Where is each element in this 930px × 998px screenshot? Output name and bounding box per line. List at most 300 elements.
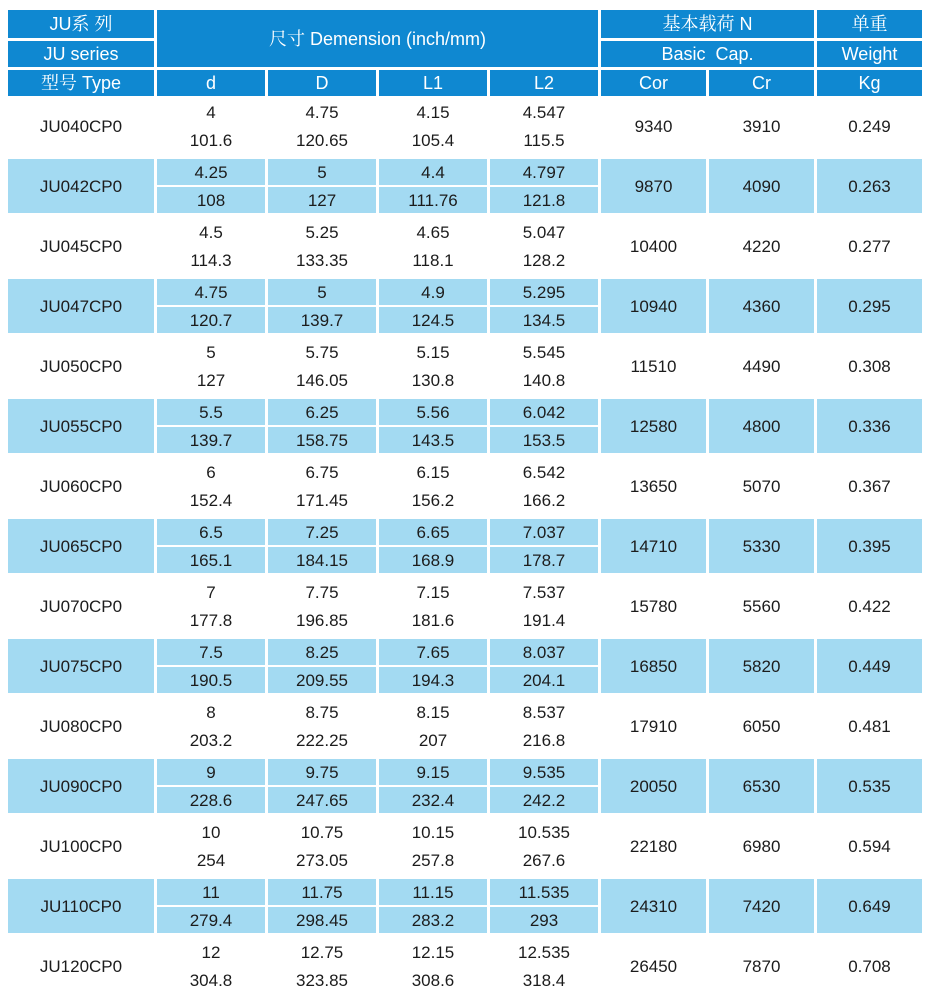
- L1-mm-value: 143.5: [411, 430, 455, 450]
- d-inch-box: [157, 279, 265, 305]
- table-row: [8, 276, 922, 336]
- L2-cell: [490, 816, 598, 876]
- L1-mm-box: [379, 367, 487, 393]
- D-mm-value: 158.75: [296, 430, 348, 450]
- column-header-Kg: Kg: [817, 70, 922, 96]
- L2-cell: [490, 96, 598, 156]
- model-box: [8, 699, 154, 753]
- L1-inch-value: 11.15: [412, 882, 454, 902]
- table-row: [8, 96, 922, 156]
- d-inch-value: 5: [206, 342, 216, 362]
- L1-mm-box: [379, 187, 487, 213]
- kg-box: [817, 879, 922, 933]
- cor-box: [601, 879, 706, 933]
- model-label: JU050CP0: [39, 356, 123, 376]
- L2-mm-box: [490, 727, 598, 753]
- header-series-zh: JU系 列: [8, 10, 154, 38]
- L1-mm-box: [379, 907, 487, 933]
- model-label: JU120CP0: [39, 956, 123, 976]
- cr-box: [709, 279, 814, 333]
- D-cell: [268, 156, 376, 216]
- D-cell: [268, 936, 376, 996]
- cor-box: [601, 399, 706, 453]
- D-inch-value: 5.75: [305, 342, 339, 362]
- d-cell: [157, 336, 265, 396]
- model-box: [8, 639, 154, 693]
- cr-value: 7420: [742, 896, 781, 916]
- d-inch-value: 6: [206, 462, 216, 482]
- kg-box: [817, 159, 922, 213]
- cr-value: 6980: [742, 836, 781, 856]
- L2-inch-box: [490, 159, 598, 185]
- cor-value: 16850: [629, 656, 678, 676]
- D-cell: [268, 276, 376, 336]
- L1-mm-box: [379, 607, 487, 633]
- D-mm-value: 133.35: [296, 250, 348, 270]
- L2-inch-value: 9.535: [522, 762, 566, 782]
- cr-box: [709, 879, 814, 933]
- D-mm-value: 146.05: [296, 370, 348, 390]
- cr-value: 5070: [742, 476, 781, 496]
- L2-inch-box: [490, 699, 598, 725]
- d-mm-value: 177.8: [189, 610, 233, 630]
- kg-value: 0.277: [848, 236, 891, 256]
- L2-mm-value: 134.5: [522, 310, 566, 330]
- model-label: JU042CP0: [39, 176, 123, 196]
- cor-value: 11510: [630, 356, 677, 376]
- d-mm-box: [157, 187, 265, 213]
- L1-cell: [379, 876, 487, 936]
- cr-value: 4090: [742, 176, 781, 196]
- cr-box: [709, 159, 814, 213]
- L2-mm-value: 204.1: [522, 670, 566, 690]
- d-mm-value: 165.1: [189, 550, 233, 570]
- kg-cell: [817, 156, 922, 216]
- table-row: [8, 696, 922, 756]
- table-row: [8, 216, 922, 276]
- L1-mm-value: 181.6: [411, 610, 455, 630]
- L1-mm-value: 168.9: [411, 550, 455, 570]
- cr-value: 4220: [742, 236, 781, 256]
- kg-value: 0.249: [848, 116, 891, 136]
- D-mm-box: [268, 847, 376, 873]
- D-cell: [268, 576, 376, 636]
- cr-value: 6530: [742, 776, 781, 796]
- L2-mm-box: [490, 547, 598, 573]
- D-inch-value: 8.25: [305, 642, 339, 662]
- L1-mm-box: [379, 547, 487, 573]
- cor-value: 22180: [629, 836, 678, 856]
- table-row: [8, 396, 922, 456]
- L2-mm-value: 178.7: [522, 550, 566, 570]
- d-cell: [157, 876, 265, 936]
- L2-inch-value: 7.537: [522, 582, 566, 602]
- table-header: [8, 10, 922, 96]
- cor-cell: [601, 396, 706, 456]
- L2-inch-value: 5.047: [522, 222, 566, 242]
- D-mm-box: [268, 907, 376, 933]
- D-inch-value: 6.75: [305, 462, 339, 482]
- cor-box: [601, 819, 706, 873]
- L2-mm-box: [490, 787, 598, 813]
- L1-inch-value: 7.65: [416, 642, 450, 662]
- L1-inch-box: [379, 99, 487, 125]
- D-cell: [268, 516, 376, 576]
- kg-cell: [817, 696, 922, 756]
- D-inch-box: [268, 639, 376, 665]
- model-box: [8, 399, 154, 453]
- L2-mm-value: 191.4: [522, 610, 566, 630]
- model-box: [8, 159, 154, 213]
- D-mm-value: 323.85: [296, 970, 348, 990]
- cr-box: [709, 699, 814, 753]
- L2-mm-value: 318.4: [522, 970, 566, 990]
- table-row: [8, 336, 922, 396]
- D-mm-value: 247.65: [296, 790, 348, 810]
- d-inch-box: [157, 159, 265, 185]
- d-inch-value: 8: [206, 702, 216, 722]
- L2-inch-value: 5.295: [522, 282, 566, 302]
- column-header-Cor: Cor: [601, 70, 706, 96]
- d-inch-value: 11: [202, 882, 220, 902]
- column-header-L2: L2: [490, 70, 598, 96]
- L2-inch-box: [490, 879, 598, 905]
- column-header-D: D: [268, 70, 376, 96]
- cr-value: 7870: [742, 956, 781, 976]
- d-inch-box: [157, 99, 265, 125]
- L1-inch-value: 5.56: [416, 402, 450, 422]
- cor-cell: [601, 636, 706, 696]
- L1-inch-value: 9.15: [416, 762, 450, 782]
- D-inch-box: [268, 99, 376, 125]
- d-mm-value: 203.2: [189, 730, 233, 750]
- cor-value: 9870: [634, 176, 673, 196]
- cor-value: 14710: [629, 536, 678, 556]
- L2-mm-box: [490, 427, 598, 453]
- L1-cell: [379, 276, 487, 336]
- D-mm-value: 139.7: [300, 310, 344, 330]
- L1-cell: [379, 96, 487, 156]
- header-basic-load-en: Basic Cap.: [601, 41, 814, 67]
- d-inch-box: [157, 759, 265, 785]
- L1-inch-value: 7.15: [416, 582, 450, 602]
- L2-mm-value: 216.8: [522, 730, 566, 750]
- D-mm-box: [268, 727, 376, 753]
- table-row: [8, 876, 922, 936]
- d-mm-box: [157, 907, 265, 933]
- kg-value: 0.594: [848, 836, 891, 856]
- header-series-en: JU series: [8, 41, 154, 67]
- cr-cell: [709, 276, 814, 336]
- model-cell: [8, 816, 154, 876]
- kg-value: 0.295: [848, 296, 891, 316]
- D-cell: [268, 696, 376, 756]
- column-header-L1: L1: [379, 70, 487, 96]
- cor-cell: [601, 576, 706, 636]
- D-mm-box: [268, 967, 376, 993]
- D-inch-value: 10.75: [300, 822, 344, 842]
- cor-cell: [601, 336, 706, 396]
- table-row: [8, 636, 922, 696]
- L2-inch-box: [490, 99, 598, 125]
- L1-inch-box: [379, 399, 487, 425]
- L2-mm-value: 166.2: [522, 490, 566, 510]
- d-inch-box: [157, 459, 265, 485]
- cor-value: 24310: [629, 896, 678, 916]
- L1-inch-value: 4.4: [421, 162, 445, 182]
- cor-box: [601, 699, 706, 753]
- L2-inch-box: [490, 639, 598, 665]
- table-row: [8, 756, 922, 816]
- D-cell: [268, 216, 376, 276]
- L1-mm-box: [379, 847, 487, 873]
- d-mm-value: 254: [196, 850, 226, 870]
- D-mm-value: 209.55: [296, 670, 348, 690]
- d-cell: [157, 936, 265, 996]
- d-mm-value: 190.5: [189, 670, 233, 690]
- model-box: [8, 759, 154, 813]
- cr-box: [709, 519, 814, 573]
- L1-cell: [379, 696, 487, 756]
- d-mm-value: 120.7: [189, 310, 233, 330]
- model-cell: [8, 636, 154, 696]
- kg-box: [817, 279, 922, 333]
- D-mm-box: [268, 787, 376, 813]
- model-cell: [8, 276, 154, 336]
- D-cell: [268, 816, 376, 876]
- table-row: [8, 516, 922, 576]
- kg-cell: [817, 336, 922, 396]
- d-mm-box: [157, 127, 265, 153]
- L1-mm-box: [379, 127, 487, 153]
- L2-inch-value: 8.037: [522, 642, 566, 662]
- D-mm-box: [268, 487, 376, 513]
- L1-inch-box: [379, 699, 487, 725]
- model-box: [8, 99, 154, 153]
- L2-mm-box: [490, 367, 598, 393]
- kg-box: [817, 579, 922, 633]
- L2-inch-value: 6.042: [522, 402, 566, 422]
- cor-box: [601, 759, 706, 813]
- cor-cell: [601, 756, 706, 816]
- model-cell: [8, 756, 154, 816]
- L2-mm-value: 115.5: [523, 130, 565, 150]
- d-inch-box: [157, 819, 265, 845]
- d-inch-box: [157, 699, 265, 725]
- D-inch-value: 5: [317, 162, 327, 182]
- L1-cell: [379, 516, 487, 576]
- L1-cell: [379, 816, 487, 876]
- cor-box: [601, 99, 706, 153]
- L1-cell: [379, 396, 487, 456]
- cor-value: 13650: [629, 476, 678, 496]
- D-mm-box: [268, 427, 376, 453]
- L2-inch-box: [490, 579, 598, 605]
- cr-cell: [709, 396, 814, 456]
- table-row: [8, 816, 922, 876]
- model-cell: [8, 936, 154, 996]
- kg-value: 0.535: [848, 776, 891, 796]
- model-cell: [8, 96, 154, 156]
- L1-mm-value: 257.8: [411, 850, 455, 870]
- cor-box: [601, 159, 706, 213]
- L1-inch-box: [379, 939, 487, 965]
- L1-inch-value: 6.15: [416, 462, 450, 482]
- L2-cell: [490, 756, 598, 816]
- kg-box: [817, 759, 922, 813]
- cr-cell: [709, 696, 814, 756]
- L1-mm-value: 111.76: [408, 190, 458, 210]
- d-cell: [157, 396, 265, 456]
- D-cell: [268, 636, 376, 696]
- d-inch-box: [157, 519, 265, 545]
- kg-box: [817, 219, 922, 273]
- L2-inch-box: [490, 939, 598, 965]
- cr-value: 5330: [742, 536, 781, 556]
- model-box: [8, 219, 154, 273]
- cr-cell: [709, 576, 814, 636]
- cr-cell: [709, 456, 814, 516]
- D-cell: [268, 336, 376, 396]
- d-mm-box: [157, 847, 265, 873]
- D-inch-box: [268, 459, 376, 485]
- d-inch-box: [157, 939, 265, 965]
- L1-cell: [379, 216, 487, 276]
- L2-cell: [490, 516, 598, 576]
- L1-inch-box: [379, 219, 487, 245]
- D-inch-box: [268, 699, 376, 725]
- L2-cell: [490, 636, 598, 696]
- d-cell: [157, 756, 265, 816]
- cor-cell: [601, 696, 706, 756]
- cr-value: 4360: [742, 296, 781, 316]
- L2-inch-box: [490, 219, 598, 245]
- cor-cell: [601, 816, 706, 876]
- cr-cell: [709, 936, 814, 996]
- L1-inch-box: [379, 819, 487, 845]
- L1-inch-value: 4.65: [416, 222, 450, 242]
- model-cell: [8, 516, 154, 576]
- L1-inch-box: [379, 639, 487, 665]
- d-inch-value: 4.25: [194, 162, 228, 182]
- D-inch-value: 12.75: [300, 942, 344, 962]
- cr-value: 4800: [742, 416, 781, 436]
- d-cell: [157, 576, 265, 636]
- D-inch-value: 9.75: [305, 762, 339, 782]
- L2-cell: [490, 456, 598, 516]
- cr-cell: [709, 156, 814, 216]
- cr-box: [709, 219, 814, 273]
- L2-cell: [490, 396, 598, 456]
- D-mm-value: 298.45: [296, 910, 348, 930]
- model-label: JU070CP0: [39, 596, 123, 616]
- L1-mm-box: [379, 307, 487, 333]
- kg-cell: [817, 456, 922, 516]
- D-mm-value: 127: [307, 190, 337, 210]
- model-label: JU080CP0: [39, 716, 123, 736]
- cor-cell: [601, 156, 706, 216]
- L2-mm-value: 293: [529, 910, 559, 930]
- model-label: JU045CP0: [39, 236, 123, 256]
- cr-box: [709, 939, 814, 993]
- d-inch-value: 6.5: [199, 522, 223, 542]
- kg-box: [817, 699, 922, 753]
- L1-mm-box: [379, 967, 487, 993]
- L1-mm-box: [379, 247, 487, 273]
- D-cell: [268, 396, 376, 456]
- L2-cell: [490, 696, 598, 756]
- cr-box: [709, 819, 814, 873]
- d-mm-value: 152.4: [189, 490, 233, 510]
- d-inch-value: 4.75: [194, 282, 228, 302]
- d-inch-value: 5.5: [199, 402, 223, 422]
- L2-mm-box: [490, 907, 598, 933]
- D-mm-value: 120.65: [296, 130, 348, 150]
- cr-box: [709, 759, 814, 813]
- spec-table: [8, 10, 922, 996]
- cr-cell: [709, 816, 814, 876]
- d-mm-value: 127: [196, 370, 226, 390]
- d-cell: [157, 636, 265, 696]
- column-header-type: 型号 Type: [8, 70, 154, 96]
- L1-mm-value: 105.4: [411, 130, 455, 150]
- kg-box: [817, 99, 922, 153]
- d-inch-value: 7.5: [199, 642, 223, 662]
- cor-cell: [601, 456, 706, 516]
- L2-cell: [490, 276, 598, 336]
- kg-box: [817, 459, 922, 513]
- d-inch-box: [157, 219, 265, 245]
- model-label: JU040CP0: [39, 116, 123, 136]
- kg-cell: [817, 936, 922, 996]
- d-mm-box: [157, 727, 265, 753]
- L1-cell: [379, 756, 487, 816]
- model-cell: [8, 876, 154, 936]
- L1-mm-box: [379, 727, 487, 753]
- L2-mm-value: 128.2: [522, 250, 566, 270]
- L1-cell: [379, 936, 487, 996]
- model-cell: [8, 216, 154, 276]
- header-dimension: 尺寸 Demension (inch/mm): [157, 10, 598, 67]
- L2-mm-box: [490, 847, 598, 873]
- model-cell: [8, 396, 154, 456]
- L1-mm-box: [379, 787, 487, 813]
- model-label: JU100CP0: [39, 836, 123, 856]
- L1-inch-box: [379, 759, 487, 785]
- D-mm-box: [268, 607, 376, 633]
- d-mm-value: 228.6: [189, 790, 233, 810]
- cor-cell: [601, 516, 706, 576]
- L1-inch-box: [379, 279, 487, 305]
- d-inch-box: [157, 579, 265, 605]
- d-cell: [157, 456, 265, 516]
- L1-mm-value: 207: [418, 730, 448, 750]
- D-mm-box: [268, 367, 376, 393]
- model-box: [8, 939, 154, 993]
- L1-inch-value: 8.15: [416, 702, 450, 722]
- kg-cell: [817, 816, 922, 876]
- cr-cell: [709, 216, 814, 276]
- D-inch-value: 7.25: [305, 522, 339, 542]
- L2-inch-value: 7.037: [522, 522, 566, 542]
- kg-box: [817, 939, 922, 993]
- cr-cell: [709, 636, 814, 696]
- kg-value: 0.649: [848, 896, 891, 916]
- D-mm-value: 196.85: [296, 610, 348, 630]
- cr-value: 4490: [742, 356, 781, 376]
- d-cell: [157, 516, 265, 576]
- L1-mm-box: [379, 427, 487, 453]
